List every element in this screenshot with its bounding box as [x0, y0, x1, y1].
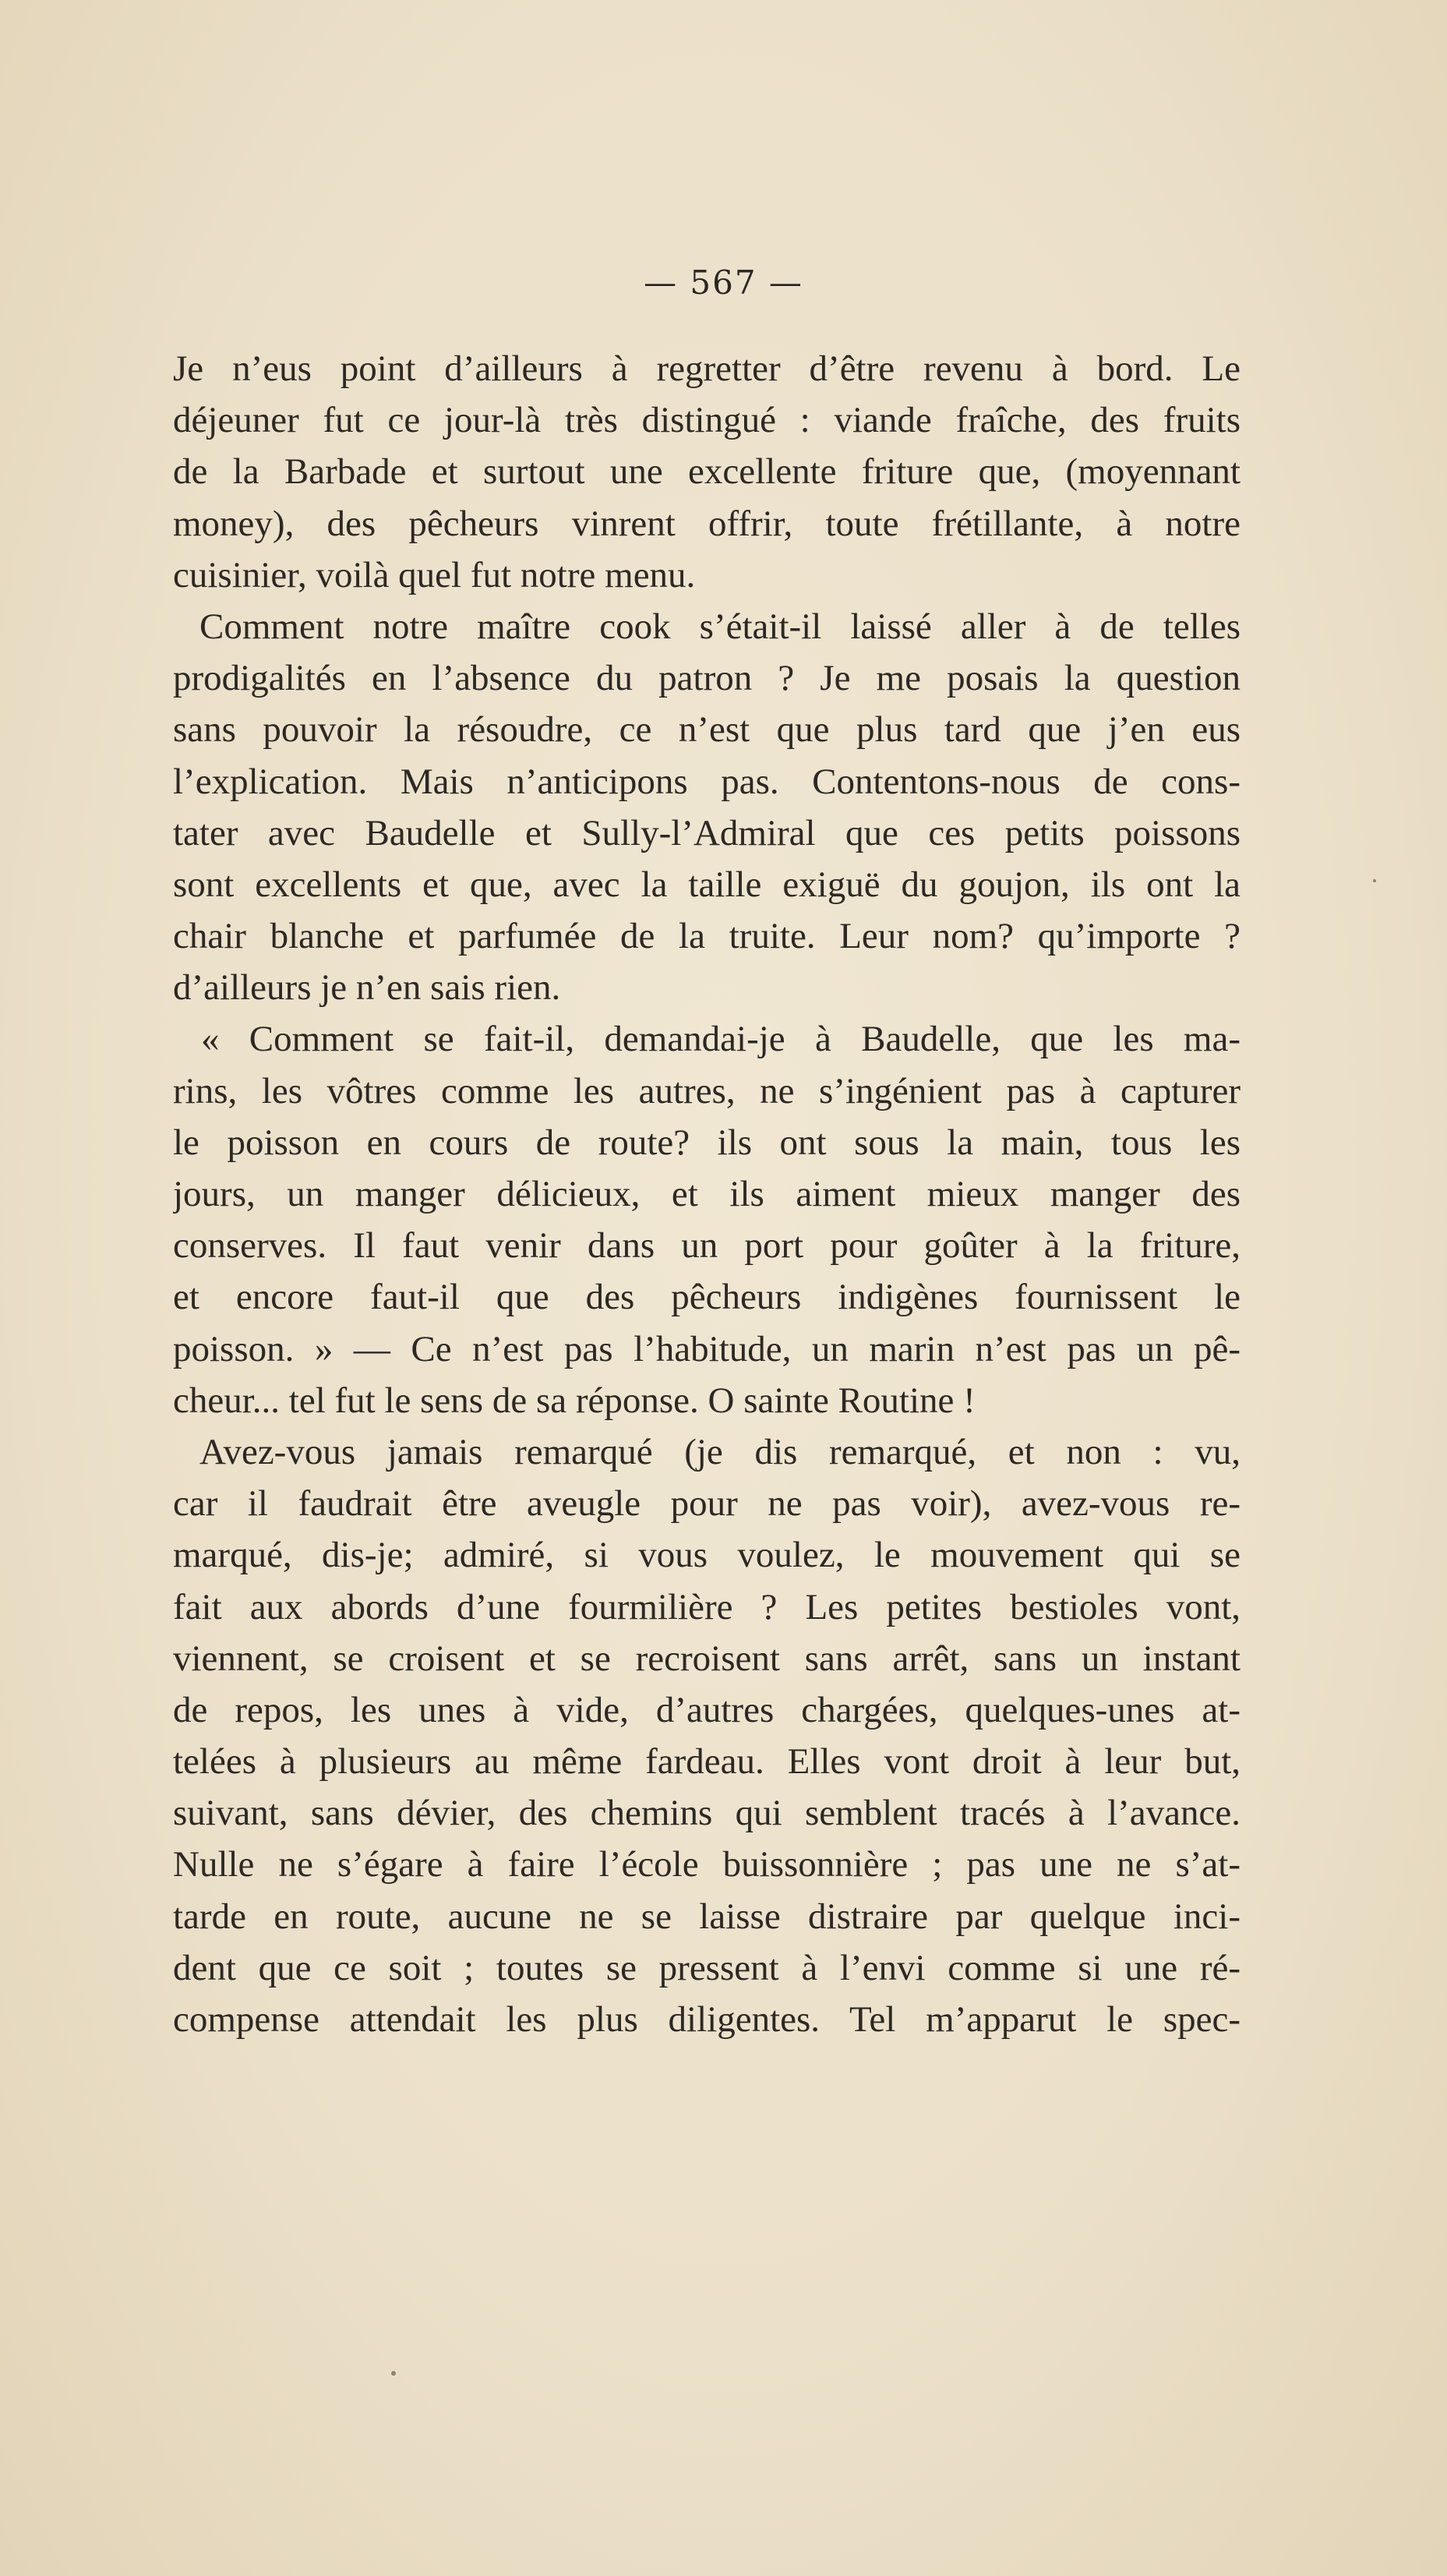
- text-line: dent que ce soit ; toutes se pressent à l’envi comme si une ré-: [173, 1947, 1241, 1988]
- text-line: Avez-vous jamais remarqué (je dis remarqué, et non : vu,: [199, 1431, 1241, 1472]
- page-number: — 567 —: [644, 263, 803, 302]
- paper-speck: [391, 2371, 396, 2376]
- text-line: Je n’eus point d’ailleurs à regretter d’être revenu à bord. Le: [173, 348, 1241, 389]
- text-line: jours, un manger délicieux, et ils aiment mieux manger des: [173, 1174, 1241, 1214]
- text-line: de repos, les unes à vide, d’autres chargées, quelques-unes at-: [173, 1689, 1241, 1730]
- text-line: prodigalités en l’absence du patron ? Je me posais la question: [173, 658, 1241, 699]
- text-line: suivant, sans dévier, des chemins qui semblent tracés à l’avance.: [173, 1793, 1241, 1834]
- paper-speck: [1373, 879, 1376, 882]
- text-line: sans pouvoir la résoudre, ce n’est que plus tard que j’en eus: [173, 709, 1241, 751]
- text-line: money), des pêcheurs vinrent offrir, toute frétillante, à notre: [173, 503, 1241, 544]
- text-line: viennent, se croisent et se recroisent sans arrêt, sans un instant: [173, 1638, 1241, 1679]
- text-line: et encore faut-il que des pêcheurs indigènes fournissent le: [173, 1277, 1241, 1318]
- text-line: telées à plusieurs au même fardeau. Elles vont droit à leur but,: [173, 1741, 1241, 1783]
- text-line: d’ailleurs je n’en sais rien.: [173, 967, 561, 1009]
- text-line: car il faudrait être aveugle pour ne pas voir), avez-vous re-: [173, 1483, 1241, 1525]
- text-line: déjeuner fut ce jour-là très distingué : viande fraîche, des fruits: [173, 400, 1241, 441]
- text-line: rins, les vôtres comme les autres, ne s’ingénient pas à capturer: [173, 1070, 1241, 1111]
- text-line: poisson. » — Ce n’est pas l’habitude, un marin n’est pas un pê-: [173, 1328, 1241, 1369]
- text-line: sont excellents et que, avec la taille exiguë du goujon, ils ont la: [173, 864, 1241, 905]
- text-line: Nulle ne s’égare à faire l’école buissonnière ; pas une ne s’at-: [173, 1844, 1241, 1885]
- text-line: tater avec Baudelle et Sully-l’Admiral que ces petits poissons: [173, 812, 1241, 853]
- text-line: le poisson en cours de route? ils ont sous la main, tous les: [173, 1122, 1241, 1163]
- text-line: tarde en route, aucune ne se laisse distraire par quelque inci-: [173, 1896, 1241, 1937]
- text-line: « Comment se fait-il, demandai-je à Baudelle, que les ma-: [201, 1019, 1241, 1060]
- text-line: de la Barbade et surtout une excellente friture que, (moyennant: [173, 451, 1241, 493]
- text-line: Comment notre maître cook s’était-il laissé aller à de telles: [199, 606, 1241, 647]
- text-line: fait aux abords d’une fourmilière ? Les petites bestioles vont,: [173, 1586, 1241, 1627]
- text-line: marqué, dis-je; admiré, si vous voulez, le mouvement qui se: [173, 1535, 1241, 1576]
- text-line: compense attendait les plus diligentes. Tel m’apparut le spec-: [173, 1999, 1241, 2040]
- text-line: conserves. Il faut venir dans un port pour goûter à la friture,: [173, 1225, 1241, 1267]
- text-line: cheur... tel fut le sens de sa réponse. O sainte Routine !: [173, 1380, 976, 1421]
- text-line: cuisinier, voilà quel fut notre menu.: [173, 554, 696, 595]
- body-text: [173, 343, 1241, 2045]
- text-line: l’explication. Mais n’anticipons pas. Contentons-nous de cons-: [173, 761, 1241, 802]
- text-line: chair blanche et parfumée de la truite. Leur nom? qu’importe ?: [173, 916, 1241, 957]
